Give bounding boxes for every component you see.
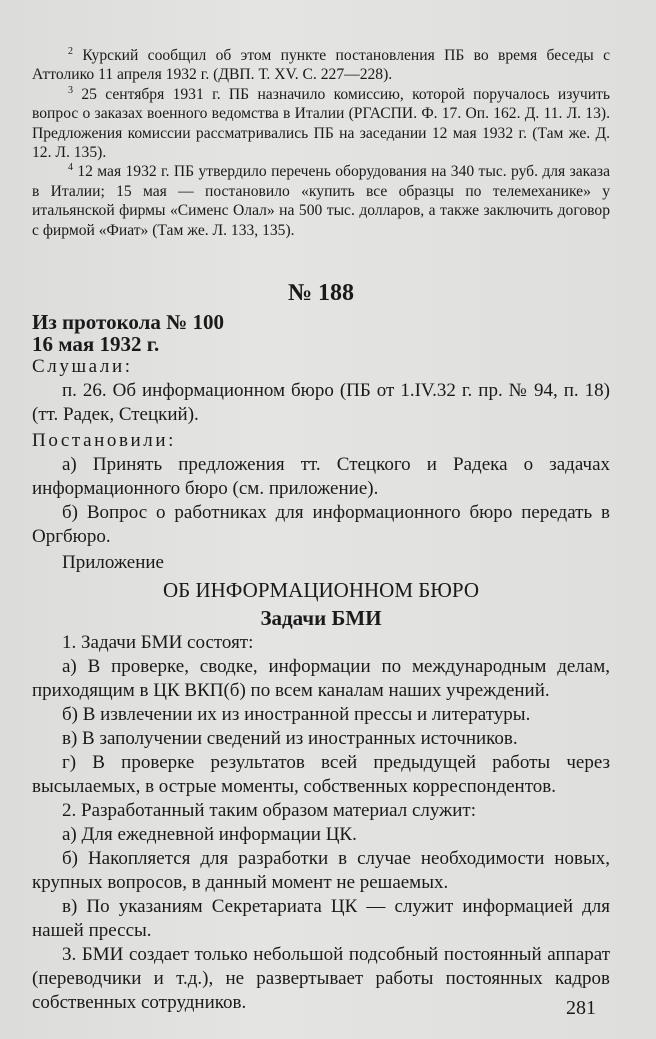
protocol-title: Из протокола № 100 [32, 310, 224, 335]
footnotes [32, 46, 610, 240]
resolved-label: Постановили: [32, 430, 177, 452]
footnote-number: 3 [68, 84, 73, 96]
page-content [32, 46, 610, 1015]
footnote-text: 25 сентября 1931 г. ПБ назначило комиссию, которой поручалось изучить вопрос о заказах военного ведомства в Италии (РГАСПИ. Ф. 17. Оп. 162. Д. 11. Л. 13). Предложения комиссии рассматривались ПБ на заседании 12 мая 1932 г. (Там же. Д. 12. Л. 135). [32, 85, 610, 162]
resolved-item-b: б) Вопрос о работниках для информационного бюро передать в Оргбюро. [32, 502, 610, 548]
paragraph: в) По указаниям Секретариата ЦК — служит информацией для нашей прессы. [32, 896, 610, 942]
document-body [32, 355, 610, 1015]
heard-label: Слушали: [32, 356, 133, 378]
footnote-number: 4 [68, 162, 73, 174]
footnote-3 [32, 85, 610, 163]
paragraph: 1. Задачи БМИ состоят: [62, 632, 254, 654]
paragraph: в) В заполучении сведений из иностранных источников. [62, 728, 518, 750]
footnote-4 [32, 162, 610, 240]
footnote-text: Курский сообщил об этом пункте постановления ПБ во время беседы с Аттолико 11 апреля 1932 г. (ДВП. Т. XV. С. 227—228). [32, 47, 610, 84]
footnote-text: 12 мая 1932 г. ПБ утвердило перечень оборудования на 340 тыс. руб. для заказа в Италии; 15 мая — постановило «купить все образцы по телемеханике» у итальянской фирмы «Сименс Олал» на 500 тыс. долларов, а также заключить договор с фирмой «Фиат» (Там же. Л. 133, 135). [32, 163, 610, 239]
appendix-label: Приложение [62, 552, 164, 574]
footnote-number: 2 [68, 46, 73, 57]
paragraph: 3. БМИ создает только небольшой подсобный постоянный аппарат (переводчики и т.д.), не развертывает работы постоянных кадров собственных сотрудников. [32, 944, 610, 1014]
appendix-title: ОБ ИНФОРМАЦИОННОМ БЮРО [163, 578, 479, 603]
paragraph: г) В проверке результатов всей предыдущей работы через высылаемых, в острые моменты, собственных корреспондентов. [32, 752, 610, 798]
paragraph: б) В извлечении их из иностранной прессы и литературы. [62, 704, 531, 726]
document-number: № 188 [287, 280, 355, 307]
paragraph: а) В проверке, сводке, информации по международным делам, приходящим в ЦК ВКП(б) по всем каналам наших учреждений. [32, 656, 610, 702]
paragraph: 2. Разработанный таким образом материал служит: [62, 800, 477, 822]
paragraph: а) Для ежедневной информации ЦК. [62, 824, 357, 846]
page-number: 281 [566, 997, 596, 1019]
footnote-2 [32, 46, 610, 85]
heard-text: п. 26. Об информационном бюро (ПБ от 1.IV.32 г. пр. № 94, п. 18) (тт. Радек, Стецкий). [32, 380, 610, 426]
protocol-date: 16 мая 1932 г. [32, 332, 160, 357]
paragraph: б) Накопляется для разработки в случае необходимости новых, крупных вопросов, в данный момент не решаемых. [32, 848, 610, 894]
appendix-subtitle: Задачи БМИ [260, 606, 382, 631]
resolved-item-a: а) Принять предложения тт. Стецкого и Радека о задачах информационного бюро (см. приложение). [32, 454, 610, 500]
